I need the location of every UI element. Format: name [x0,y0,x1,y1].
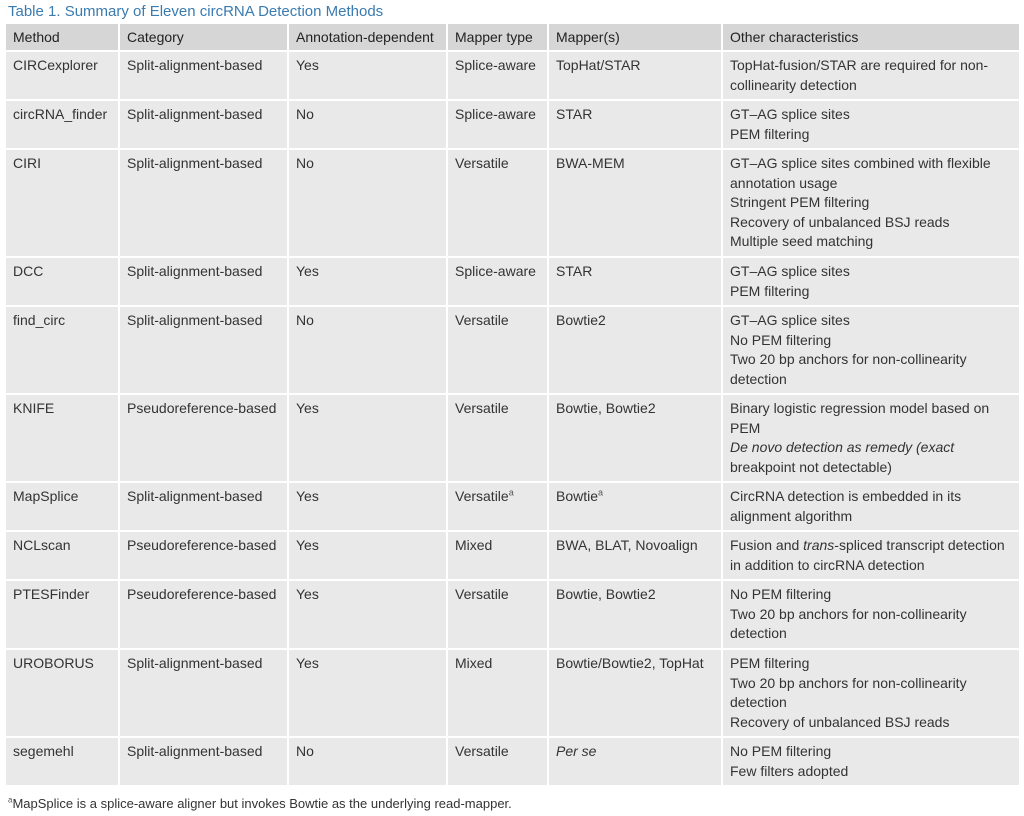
cell-mappers [549,150,723,256]
cell-mappers [549,738,723,785]
table-row [6,738,1019,787]
cell-category-text: Split-alignment-based [127,312,263,328]
characteristic-line: Recovery of unbalanced BSJ reads [730,213,950,230]
cell-mapper-type-text: Versatile [455,586,509,602]
characteristic-line: detection [730,694,787,710]
cell-annotation [289,650,448,736]
cell-category [120,738,289,785]
cell-category-text: Split-alignment-based [127,263,263,279]
cell-other-characteristics [723,483,1019,530]
characteristic-line: GT–AG splice sites [730,263,850,279]
cell-mapper-type [448,738,549,785]
cell-method [6,483,120,530]
characteristic-line: PEM filtering [730,125,810,142]
cell-category-text: Split-alignment-based [127,655,263,671]
footnote [8,795,512,813]
cell-annotation-text: Yes [296,400,319,416]
cell-mapper-type-text: Splice-aware [455,57,536,73]
cell-method [6,738,120,785]
cell-mappers-text: TopHat/STAR [556,57,641,73]
characteristic-line: PEM filtering [730,655,810,671]
cell-category [120,258,289,305]
cell-category [120,581,289,648]
cell-annotation-text: Yes [296,655,319,671]
table-row [6,101,1019,150]
cell-method-text: find_circ [13,312,66,328]
cell-category [120,307,289,393]
footnote-marker: a [8,795,13,805]
cell-method [6,258,120,305]
characteristic-line: Two 20 bp anchors for non-collinearity [730,351,967,367]
characteristic-line: Multiple seed matching [730,233,874,249]
characteristic-line: Few filters adopted [730,762,849,779]
cell-other-characteristics [723,101,1019,148]
cell-mappers-text: Bowtie2 [556,312,606,328]
characteristic-line: TopHat-fusion/STAR are required for non- [730,57,989,73]
header-mapper-type: Mapper type [448,24,549,50]
cell-method-text: MapSplice [13,488,79,504]
characteristic-line: CircRNA detection is embedded in its [730,488,962,504]
table-row [6,395,1019,483]
cell-other-characteristics [723,150,1019,256]
cell-mappers [549,101,723,148]
table-row [6,52,1019,101]
cell-mapper-type [448,258,549,305]
cell-annotation [289,581,448,648]
cell-other-characteristics [723,532,1019,579]
cell-method-text: circRNA_finder [13,106,108,122]
cell-category [120,52,289,99]
cell-method-text: UROBORUS [13,655,94,671]
cell-annotation [289,395,448,481]
characteristic-line: No PEM filtering [730,331,832,348]
cell-annotation-text: No [296,743,314,759]
cell-mapper-type [448,581,549,648]
cell-annotation [289,52,448,99]
characteristic-line: Two 20 bp anchors for non-collinearity [730,674,967,691]
cell-category-text: Split-alignment-based [127,106,263,122]
table-row [6,532,1019,581]
cell-mapper-type-text: Mixed [455,537,493,553]
cell-mappers-text: STAR [556,106,593,122]
cell-mapper-type-text: Splice-aware [455,106,536,122]
cell-annotation [289,532,448,579]
cell-method-text: CIRCexplorer [13,57,98,73]
cell-mapper-type [448,650,549,736]
characteristic-line: Recovery of unbalanced BSJ reads [730,713,950,730]
cell-mapper-type [448,483,549,530]
cell-annotation-text: No [296,312,314,328]
cell-mappers [549,532,723,579]
cell-mappers-text: BWA, BLAT, Novoalign [556,537,698,553]
cell-category-text: Pseudoreference-based [127,400,277,416]
cell-mappers-text: Bowtie, Bowtie2 [556,400,656,416]
cell-mappers [549,581,723,648]
cell-mapper-type [448,307,549,393]
characteristic-line: alignment algorithm [730,507,853,524]
cell-mapper-type [448,532,549,579]
table-row [6,650,1019,738]
cell-category-text: Split-alignment-based [127,57,263,73]
characteristic-line: annotation usage [730,174,838,191]
cell-annotation-text: Yes [296,537,319,553]
cell-mapper-type [448,52,549,99]
cell-other-characteristics [723,307,1019,393]
cell-annotation [289,101,448,148]
table-body [6,52,1019,787]
table-header-row [6,24,1019,52]
cell-annotation-text: No [296,106,314,122]
cell-annotation [289,150,448,256]
cell-annotation-text: Yes [296,586,319,602]
cell-other-characteristics [723,650,1019,736]
cell-category [120,395,289,481]
cell-category-text: Split-alignment-based [127,488,263,504]
characteristic-line: PEM filtering [730,282,810,299]
characteristic-line: No PEM filtering [730,586,832,602]
cell-annotation-text: Yes [296,57,319,73]
cell-other-characteristics [723,581,1019,648]
detection-methods-table [6,24,1019,787]
characteristic-line: Fusion and trans-spliced transcript detection [730,537,1005,553]
cell-annotation [289,738,448,785]
characteristic-line: GT–AG splice sites [730,106,850,122]
header-annotation: Annotation-dependent [289,24,448,50]
cell-method [6,150,120,256]
cell-mappers-text: STAR [556,263,593,279]
cell-mapper-type-text: Splice-aware [455,263,536,279]
cell-annotation [289,258,448,305]
cell-mappers-text: Bowtie/Bowtie2, TopHat [556,655,704,671]
table-row [6,258,1019,307]
header-other: Other characteristics [730,29,859,45]
cell-annotation-text: No [296,155,314,171]
cell-annotation-text: Yes [296,488,319,504]
cell-mappers-text: BWA-MEM [556,155,625,171]
cell-method-text: DCC [13,263,44,279]
cell-mappers [549,483,723,530]
cell-mapper-type-text: Versatile [455,400,509,416]
cell-category [120,532,289,579]
cell-mapper-type-text: Versatile [455,312,509,328]
characteristic-line: collinearity detection [730,76,857,93]
cell-method [6,307,120,393]
cell-mapper-type [448,101,549,148]
table-row [6,150,1019,258]
cell-category [120,150,289,256]
header-mappers: Mapper(s) [549,24,723,50]
table-caption: Table 1. Summary of Eleven circRNA Detection Methods [8,3,384,20]
characteristic-line: PEM [730,419,761,436]
characteristic-line: GT–AG splice sites [730,312,850,328]
cell-category-text: Split-alignment-based [127,155,263,171]
cell-method-text: CIRI [13,155,41,171]
footnote-text: MapSplice is a splice-aware aligner but invokes Bowtie as the underlying read-mapper. [12,796,512,811]
cell-category [120,483,289,530]
cell-mappers-text: Bowtie [556,488,599,504]
table-row [6,483,1019,532]
cell-category-text: Pseudoreference-based [127,537,277,553]
cell-method [6,650,120,736]
cell-category-text: Pseudoreference-based [127,586,277,602]
characteristic-line: De novo detection as remedy (exact [730,439,955,455]
characteristic-line: in addition to circRNA detection [730,556,925,573]
cell-mapper-type [448,395,549,481]
cell-mappers [549,52,723,99]
cell-method-text: KNIFE [13,400,55,416]
cell-category [120,650,289,736]
characteristic-line: Two 20 bp anchors for non-collinearity [730,605,967,622]
cell-method [6,52,120,99]
cell-mappers [549,650,723,736]
cell-mappers-text: Per se [556,743,597,759]
table-row [6,581,1019,650]
characteristic-line: GT–AG splice sites combined with flexible [730,155,991,171]
cell-method [6,532,120,579]
header-method: Method [6,24,120,50]
cell-category [120,101,289,148]
characteristic-line: Stringent PEM filtering [730,194,870,210]
cell-category-text: Split-alignment-based [127,743,263,759]
cell-mapper-type-text: Versatile [455,743,509,759]
characteristic-line: breakpoint not detectable) [730,458,892,475]
cell-method-text: NCLscan [13,537,71,553]
cell-mappers-text: Bowtie, Bowtie2 [556,586,656,602]
characteristic-line: detection [730,625,787,641]
cell-other-characteristics [723,395,1019,481]
cell-annotation-text: Yes [296,263,319,279]
cell-mapper-type-footnote-marker: a [508,487,514,498]
cell-mappers [549,395,723,481]
cell-mapper-type-text: Versatile [455,155,509,171]
cell-mappers [549,307,723,393]
cell-method [6,395,120,481]
cell-mapper-type-text: Versatile [455,488,509,504]
cell-mapper-type-text: Mixed [455,655,493,671]
cell-mapper-type [448,150,549,256]
table-row [6,307,1019,395]
characteristic-line: Binary logistic regression model based on [730,400,990,416]
cell-annotation [289,483,448,530]
characteristic-line: detection [730,370,787,387]
header-category: Category [120,24,289,50]
cell-method [6,581,120,648]
cell-annotation [289,307,448,393]
cell-other-characteristics [723,738,1019,785]
cell-method-text: PTESFinder [13,586,90,602]
cell-other-characteristics [723,258,1019,305]
cell-method [6,101,120,148]
cell-method-text: segemehl [13,743,74,759]
cell-mappers [549,258,723,305]
cell-mappers-footnote-marker: a [598,487,604,498]
cell-other-characteristics [723,52,1019,99]
characteristic-line: No PEM filtering [730,743,832,759]
